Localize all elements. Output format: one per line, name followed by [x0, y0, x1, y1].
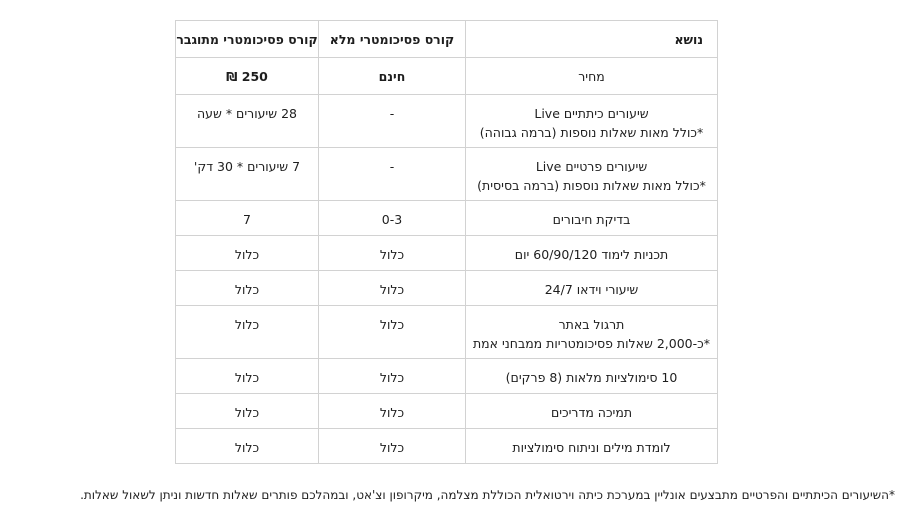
row-topic-line1: תכניות לימוד 60/90/120 יום: [514, 247, 669, 262]
table-row-essay-check: [176, 201, 718, 236]
row-boosted-value: 28 שיעורים * שעה: [176, 95, 319, 148]
row-full-value: כלול: [319, 271, 466, 306]
table-row-study-plans: [176, 236, 718, 271]
table-row-site-practice: [176, 306, 718, 359]
table-row-video-lessons: [176, 271, 718, 306]
row-boosted-value: 7: [176, 201, 319, 236]
row-full-value: 0-3: [319, 201, 466, 236]
row-topic: [466, 236, 718, 271]
row-full-value: -: [319, 148, 466, 201]
row-boosted-value: כלול: [176, 394, 319, 429]
row-topic-line1: שיעורים פרטיים Live: [535, 159, 648, 174]
row-full-value: כלול: [319, 429, 466, 464]
row-boosted-value: 7 שיעורים * 30 דק': [176, 148, 319, 201]
row-topic-line1: 10 סימולציות מלאות (8 פרקים): [505, 370, 678, 385]
table-header-row: [176, 21, 718, 58]
header-topic: נושא: [466, 21, 718, 58]
row-topic: [466, 394, 718, 429]
row-boosted-value: כלול: [176, 306, 319, 359]
table-row-simulations: [176, 359, 718, 394]
row-boosted-value: כלול: [176, 271, 319, 306]
header-full-course: קורס פסיכומטרי מלא: [319, 21, 466, 58]
row-topic: [466, 271, 718, 306]
row-topic-line1: תרגול באתר: [558, 317, 625, 332]
row-topic-line1: בדיקת חיבורים: [552, 212, 631, 227]
row-topic: [466, 306, 718, 359]
row-topic: [466, 95, 718, 148]
row-boosted-value: כלול: [176, 236, 319, 271]
table-row-vocabulary: [176, 429, 718, 464]
table-row-instructor-support: [176, 394, 718, 429]
row-full-value: כלול: [319, 394, 466, 429]
row-topic-line1: מחיר: [578, 68, 605, 84]
row-topic: [466, 359, 718, 394]
row-topic-line2: *כולל מאות שאלות נוספות (ברמה גבוהה): [479, 125, 704, 140]
row-full-value: כלול: [319, 359, 466, 394]
row-full-value: חינם: [319, 58, 466, 95]
table-row-price: [176, 58, 718, 95]
table-row-private-lessons: [176, 148, 718, 201]
row-full-value: -: [319, 95, 466, 148]
row-topic-line1: שיעורי וידאו 24/7: [544, 282, 639, 297]
row-full-value: כלול: [319, 236, 466, 271]
row-topic-line2: *כ-2,000 שאלות פסיכומטריות ממבחני אמת: [472, 336, 711, 351]
row-topic: [466, 148, 718, 201]
row-topic-line1: שיעורים כיתתיים Live: [534, 106, 649, 121]
row-full-value: כלול: [319, 306, 466, 359]
row-topic: [466, 429, 718, 464]
row-topic-line1: לומדת מילים וניתוח סימולציות: [512, 440, 671, 455]
row-topic: [466, 58, 718, 95]
table-row-class-lessons: [176, 95, 718, 148]
course-comparison-table: [175, 20, 718, 464]
row-topic: [466, 201, 718, 236]
course-comparison-table-wrapper: [175, 20, 717, 464]
row-boosted-value: כלול: [176, 429, 319, 464]
row-topic-line1: תמיכה מדריכים: [550, 405, 633, 420]
header-boosted-course: קורס פסיכומטרי מתוגבר: [176, 21, 319, 58]
footnote: *השיעורים הכיתתיים והפרטיים מתבצעים אונליין במערכת כיתה וירטואלית הכוללת מצלמה, מיקרופון וצ'אט, ובמהלכם פותרים שאלות חדשות וניתן לשאול שאלות.: [80, 488, 895, 502]
row-boosted-value: כלול: [176, 359, 319, 394]
row-boosted-value: 250 ₪: [176, 58, 319, 95]
row-topic-line2: *כולל מאות שאלות נוספות (ברמה בסיסית): [477, 178, 706, 193]
